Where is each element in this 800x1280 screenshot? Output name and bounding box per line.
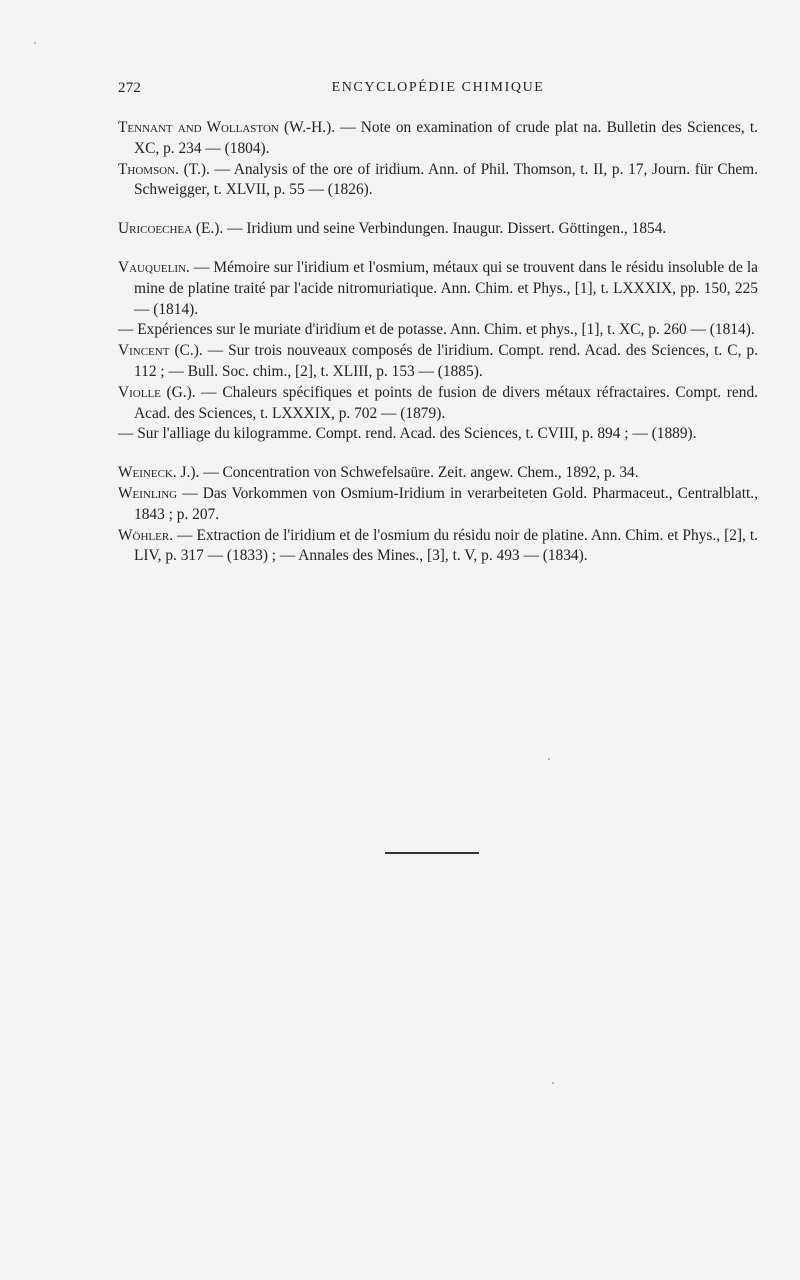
entry-text: — Iridium und seine Verbindungen. Inaugur. Dissert. Göttingen., 1854. [223,220,667,238]
bibliography-entry [118,424,758,445]
bibliography-entry [118,160,758,202]
entry-author: Tennant and Wollaston (W.-H.). [118,119,336,136]
paper-speck [548,758,550,760]
entry-author: Thomson. (T.). [118,160,210,178]
entry-author: Vauquelin. [118,258,190,276]
entry-text: — Note on examination of crude plat na. Bulletin des Sciences, t. XC, p. 234 — (1804). [134,119,758,157]
bibliography-entry [118,118,758,160]
bibliography-group [118,463,758,567]
bibliography-group [118,219,758,240]
entry-text: — Mémoire sur l'iridium et l'osmium, métaux qui se trouvent dans le résidu insoluble de la mine de platine traité par l'acide nitromuriatique. Ann. Chim. et Phys., [1], t. LXXXIX, pp. 150, 225 — (1814). [134,258,758,318]
page-number: 272 [118,80,142,96]
entry-author: Vincent (C.). [118,342,203,360]
paper-speck [34,42,36,44]
entry-author: Uricoechea (E.). [118,220,224,238]
entry-text: — Sur l'alliage du kilogramme. Compt. rend. Acad. des Sciences, t. CVIII, p. 894 ; — (1889). [118,425,697,443]
bibliography-entry [118,463,758,484]
entry-author: Violle (G.). [118,383,196,401]
bibliography-entry [118,484,758,526]
entry-text: — Extraction de l'iridium et de l'osmium du résidu noir de platine. Ann. Chim. et Phys., [2], t. LIV, p. 317 — (1833) ; — Annales des Mines., [3], t. V, p. 493 — (1834). [134,526,758,565]
entry-text: — Chaleurs spécifiques et points de fusion de divers métaux réfractaires. Compt. rend. Acad. des Sciences, t. LXXXIX, p. 702 — (1879). [134,383,758,422]
bibliography-entry [118,383,758,425]
bibliography-entry [118,258,758,320]
entry-text: — Concentration von Schwefelsaüre. Zeit. angew. Chem., 1892, p. 34. [199,464,639,482]
paper-speck [552,1082,554,1084]
bibliography-group [118,258,758,445]
bibliography-group [118,118,758,201]
entry-text: — Expériences sur le muriate d'iridium et de potasse. Ann. Chim. et phys., [1], t. XC, p. 260 — (1814). [118,321,755,339]
entry-author: Weineck. J.). [118,464,200,482]
running-title: ENCYCLOPÉDIE CHIMIQUE [331,80,545,95]
bibliography-entry [118,341,758,383]
bibliography-entry [118,219,758,240]
entry-author: Weinling [118,484,178,502]
bibliography-entry [118,320,758,341]
entry-text: — Sur trois nouveaux composés de l'iridium. Compt. rend. Acad. des Sciences, t. C, p. 112 ; — Bull. Soc. chim., [2], t. XLIII, p. 153 — (1885). [134,342,758,380]
entry-author: Wöhler. [118,526,174,544]
end-rule [385,852,479,854]
bibliography-entry [118,526,758,568]
entry-text: — Das Vorkommen von Osmium-Iridium in verarbeiteten Gold. Pharmaceut., Centralblatt., 1843 ; p. 207. [134,484,758,523]
page-header [118,80,758,100]
entry-text: — Analysis of the ore of iridium. Ann. of Phil. Thomson, t. II, p. 17, Journ. für Chem. Schweigger, t. XLVII, p. 55 — (1826). [134,160,758,199]
bibliography [118,118,758,585]
